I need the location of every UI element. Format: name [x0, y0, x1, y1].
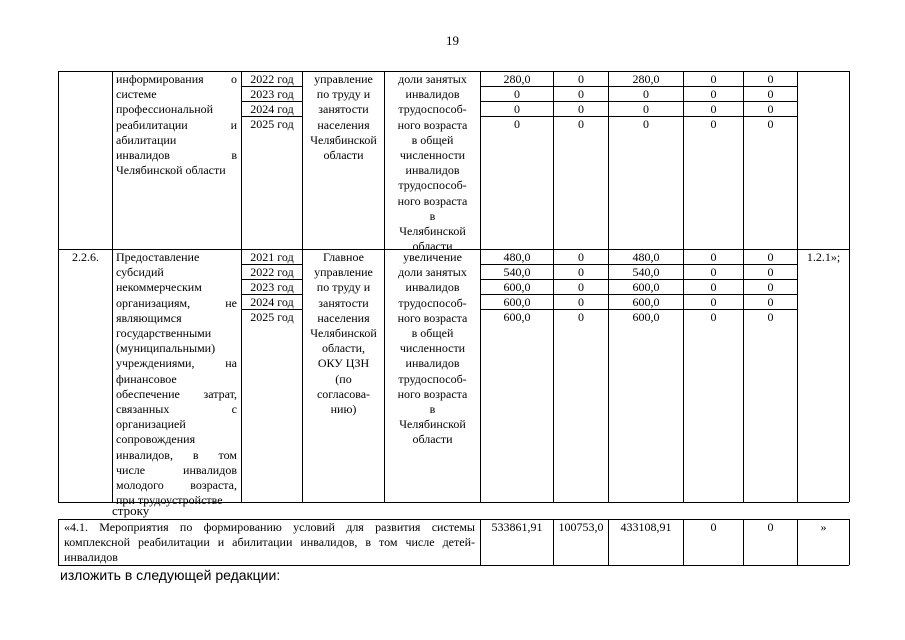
row3-title: «4.1. Мероприятия по формированию условий для развития системы комплексной реабилитации и абилитации инвалидов, в том числе детей- инвалидов	[64, 520, 475, 565]
footer-text: изложить в следующей редакции:	[60, 567, 281, 583]
row2-indicator: увеличение доли занятых инвалидов трудоспособ- ного возраста в общей численности инвалидов трудоспособ- ного возраста в Челябинской области	[397, 250, 468, 447]
row1-executor: управление по труду и занятости населения Челябинской области	[310, 72, 377, 163]
row2-name: Предоставление субсидий некоммерческим организациям, не являющимся государственными (муниципальными) учреждениями, на финансовое обеспечение затрат, связанных с организацией сопровождения инвалидов, в том числе инвалидов молодого возраста, при трудоустройстве	[116, 250, 237, 508]
row1-name: информирования о системе профессиональной реабилитации и абилитации инвалидов в Челябинской области	[116, 72, 237, 178]
row2-number: 2.2.6.	[72, 250, 99, 264]
row-label-text: строку	[112, 503, 150, 518]
row2-link: 1.2.1»;	[806, 250, 841, 264]
page-number: 19	[446, 33, 459, 48]
row2-executor: Главное управление по труду и занятости населения Челябинской области, ОКУ ЦЗН (по согласова- нию)	[310, 250, 377, 417]
row1-indicator: доли занятых инвалидов трудоспособ- ного возраста в общей численности инвалидов трудоспособ- ного возраста в Челябинской области	[397, 72, 468, 254]
